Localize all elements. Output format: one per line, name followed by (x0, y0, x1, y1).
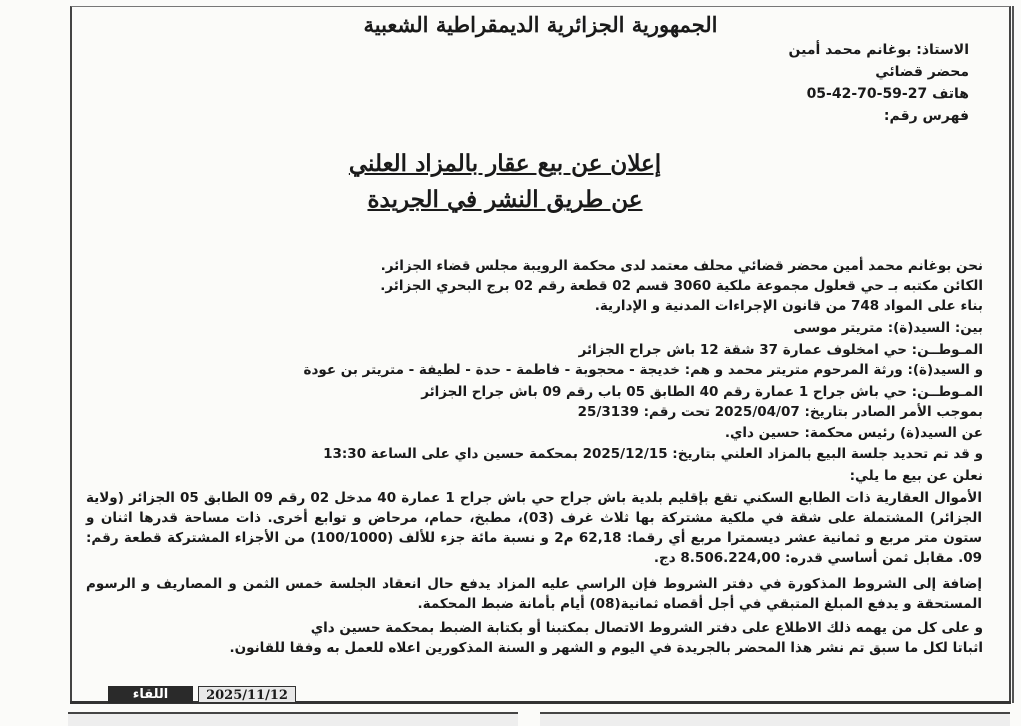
newspaper-name: اللقاء (108, 686, 193, 703)
phone-label: هاتف (932, 86, 969, 102)
official-name: الاستاذ: بوغانم محمد أمين (788, 42, 969, 58)
body-line-4: بين: السيد(ة): متريتر موسى (793, 320, 983, 336)
phone-line (807, 86, 969, 102)
body-line-3: بناء على المواد 748 من قانون الإجراءات المدنية و الإدارية. (594, 298, 983, 314)
official-role: محضر قضائي (875, 64, 969, 80)
property-description (86, 488, 982, 568)
property-text: الأموال العقارية ذات الطابع السكني تقع بإقليم بلدية باش جراح حي باش جراح 1 عمارة 40 مدخل 02 رقم 09 الطابق 05 الجزائر (ولاية الجزائر) المشتملة على شقة في ملكية مشتركة بها ثلاث غرف (03)، مطبخ، حمام، مرحاض و توابع أخرى. ذات مساحة قدرها اثنان و ستون متر مربع و ثمانية عشر ديسمترا مربع أي رقما: 62,18 م2 و نسبة مائة جزء للألف (100/1000) من الأجزاء المشتركة قطعة رقم: 09. (86, 490, 982, 566)
body-line-7: المـوطــن: حي باش جراح 1 عمارة رقم 40 الطابق 05 باب رقم 09 باش جراح الجزائر (421, 384, 983, 400)
body-line-9: عن السيد(ة) رئيس محكمة: حسين داي. (724, 425, 983, 441)
body-line-2: الكائن مكتبه بـ حي قعلول مجموعة ملكية 3060 قسم 02 قطعة رقم 02 برج البحري الجزائر. (380, 278, 983, 294)
payment-terms: إضافة إلى الشروط المذكورة في دفتر الشروط فإن الراسي عليه المزاد يدفع حال انعقاد الجلسة خمس الثمن و المصاريف و الرسوم المستحقة و يدفع المبلغ المتبقي في أجل أقصاه ثمانية(08) أيام بأمانة ضبط المحكمة. (86, 576, 982, 612)
announcement-subtitle: عن طريق النشر في الجريدة (367, 186, 643, 213)
base-price: مقابل ثمن أساسي قدره: 8.506.224,00 دج. (653, 550, 954, 566)
body-line-10: و قد تم تحديد جلسة البيع بالمزاد العلني بتاريخ: 2025/12/15 بمحكمة حسين داي على الساعة 13:30 (323, 446, 983, 462)
next-article-strip-right (540, 712, 1010, 726)
body-line-1: نحن بوغانم محمد أمين محضر قضائي محلف معتمد لدى محكمة الرويبة مجلس قضاء الجزائر. (380, 258, 983, 274)
phone-number: 05-42-70-59-27 (806, 86, 928, 102)
republic-title: الجمهورية الجزائرية الديمقراطية الشعبية (363, 12, 718, 37)
announcement-title: إعلان عن بيع عقار بالمزاد العلني (348, 150, 662, 177)
next-article-strip-left (68, 712, 518, 726)
publication-date: 2025/11/12 (198, 686, 296, 703)
body-line-12: و على كل من يهمه ذلك الاطلاع على دفتر الشروط الاتصال بمكتبنا أو بكتابة الضبط بمحكمة حسين داي (310, 620, 983, 636)
body-line-13: اثباتا لكل ما سبق تم نشر هذا المحضر بالجريدة في اليوم و الشهر و السنة المذكورين اعلاه للعمل به وفقا للقانون. (229, 640, 983, 656)
body-line-11: نعلن عن بيع ما يلي: (849, 468, 983, 484)
body-line-6: و السيد(ة): ورثة المرحوم متريتر محمد و هم: خديجة - محجوبة - فاطمة - حدة - لطيفة - متريتر بن عودة (303, 362, 983, 378)
body-line-5: المـوطــن: حي امخلوف عمارة 37 شقة 12 باش جراح الجزائر (578, 342, 983, 358)
page-frame-edge (1012, 6, 1014, 703)
index-label: فهرس رقم: (883, 108, 969, 124)
body-line-8: بموجب الأمر الصادر بتاريخ: 2025/04/07 تحت رقم: 25/3139 (577, 404, 983, 420)
